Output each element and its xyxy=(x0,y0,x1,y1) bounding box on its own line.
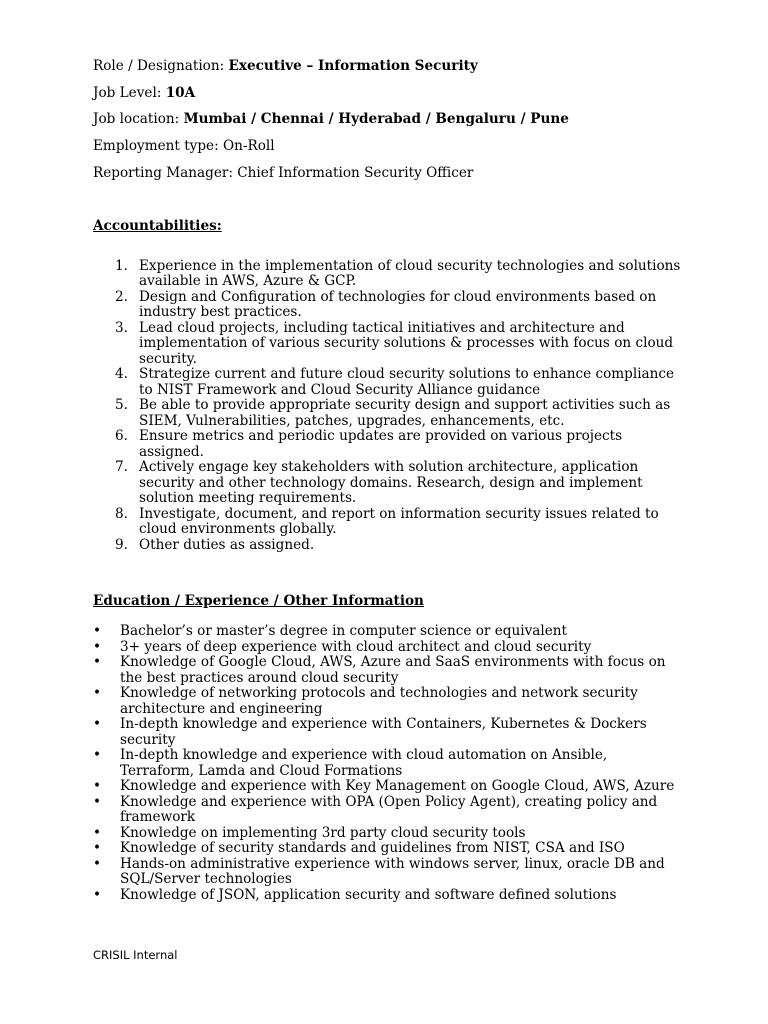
list-item-text: Knowledge of networking protocols and technologies and network security architecture and engineering xyxy=(120,685,638,717)
list-item-text: Knowledge of Google Cloud, AWS, Azure and SaaS environments with focus on the best practices around cloud security xyxy=(120,654,666,686)
bullet-icon: • xyxy=(93,824,102,841)
list-number: 3. xyxy=(115,319,128,336)
list-item-text: Experience in the implementation of cloud security technologies and solutions available in AWS, Azure & GCP. xyxy=(139,257,681,290)
list-item-text: Actively engage key stakeholders with solution architecture, application security and other technology domains. Research, design and implement solution meeting requirements. xyxy=(139,459,643,507)
list-item xyxy=(93,857,683,888)
list-item xyxy=(93,429,683,460)
list-number: 5. xyxy=(115,397,128,414)
bullet-icon: • xyxy=(93,886,102,903)
list-item-text: Ensure metrics and periodic updates are provided on various projects assigned. xyxy=(139,428,623,460)
list-item xyxy=(93,748,683,779)
job-level-value: 10A xyxy=(165,84,196,101)
bullet-icon: • xyxy=(93,747,102,764)
list-item xyxy=(93,538,683,554)
list-item-text: Hands-on administrative experience with windows server, linux, oracle DB and SQL/Server technologies xyxy=(120,855,665,888)
bullet-icon: • xyxy=(93,840,102,857)
bullet-icon: • xyxy=(93,855,102,872)
role-value: Executive – Information Security xyxy=(228,58,478,74)
list-item xyxy=(93,779,683,795)
job-location-value: Mumbai / Chennai / Hyderabad / Bengaluru / Pune xyxy=(183,111,569,128)
accountabilities-list xyxy=(93,259,683,554)
list-item-text: Knowledge of JSON, application security and software defined solutions xyxy=(120,886,617,903)
list-number: 1. xyxy=(115,257,128,274)
list-item xyxy=(93,717,683,748)
list-item xyxy=(93,507,683,538)
accountabilities-heading: Accountabilities: xyxy=(93,217,222,234)
list-number: 7. xyxy=(115,459,128,476)
bullet-icon: • xyxy=(93,623,102,640)
list-item xyxy=(93,460,683,507)
list-item xyxy=(93,888,683,904)
list-item xyxy=(93,321,683,368)
list-number: 2. xyxy=(115,288,128,305)
list-item-text: Knowledge of security standards and guidelines from NIST, CSA and ISO xyxy=(120,840,625,857)
list-item-text: Be able to provide appropriate security design and support activities such as SIEM, Vulnerabilities, patches, upgrades, enhancements, etc. xyxy=(139,397,671,429)
list-item xyxy=(93,795,683,826)
bullet-icon: • xyxy=(93,716,102,733)
bullet-icon: • xyxy=(93,638,102,655)
list-item-text: In-depth knowledge and experience with Containers, Kubernetes & Dockers security xyxy=(120,716,647,748)
list-number: 6. xyxy=(115,428,128,445)
job-level-label: Job Level: xyxy=(93,84,166,101)
list-item xyxy=(93,655,683,686)
list-item-text: 3+ years of deep experience with cloud architect and cloud security xyxy=(120,638,592,655)
list-item xyxy=(93,624,683,640)
education-heading: Education / Experience / Other Information xyxy=(93,593,424,610)
list-item xyxy=(93,826,683,842)
job-level xyxy=(93,85,683,102)
list-item-text: In-depth knowledge and experience with cloud automation on Ansible, Terraform, Lamda and Cloud Formations xyxy=(120,747,608,779)
list-item-text: Knowledge and experience with Key Management on Google Cloud, AWS, Azure xyxy=(120,778,675,795)
list-item-text: Bachelor’s or master’s degree in computer science or equivalent xyxy=(120,623,567,640)
bullet-icon: • xyxy=(93,685,102,702)
bullet-icon: • xyxy=(93,654,102,671)
document-page xyxy=(93,58,683,903)
list-item xyxy=(93,259,683,290)
bullet-icon: • xyxy=(93,778,102,795)
list-item xyxy=(93,640,683,656)
list-item-text: Investigate, document, and report on information security issues related to cloud environments globally. xyxy=(139,505,659,538)
list-item-text: Strategize current and future cloud security solutions to enhance compliance to NIST Framework and Cloud Security Alliance guidance xyxy=(139,366,675,398)
list-item-text: Knowledge and experience with OPA (Open Policy Agent), creating policy and framework xyxy=(120,793,658,826)
education-list xyxy=(93,624,683,903)
job-location-label: Job location: xyxy=(93,111,184,128)
role-label: Role / Designation: xyxy=(93,58,229,74)
list-number: 4. xyxy=(115,366,128,383)
reporting-manager: Reporting Manager: Chief Information Security Officer xyxy=(93,164,474,181)
role-designation xyxy=(93,58,683,75)
list-item xyxy=(93,686,683,717)
bullet-icon: • xyxy=(93,793,102,810)
list-item xyxy=(93,398,683,429)
job-location xyxy=(93,111,683,128)
list-item-text: Knowledge on implementing 3rd party cloud security tools xyxy=(120,824,526,841)
list-item-text: Lead cloud projects, including tactical initiatives and architecture and implementation of various security solutions & processes with focus on cloud security. xyxy=(139,319,674,367)
list-number: 9. xyxy=(115,536,128,553)
list-item xyxy=(93,290,683,321)
employment-type: Employment type: On-Roll xyxy=(93,138,275,155)
list-item xyxy=(93,841,683,857)
list-number: 8. xyxy=(115,505,128,522)
list-item xyxy=(93,367,683,398)
footer-classification: CRISIL Internal xyxy=(93,948,178,962)
list-item-text: Design and Configuration of technologies for cloud environments based on industry best practices. xyxy=(139,288,657,321)
list-item-text: Other duties as assigned. xyxy=(139,536,315,553)
